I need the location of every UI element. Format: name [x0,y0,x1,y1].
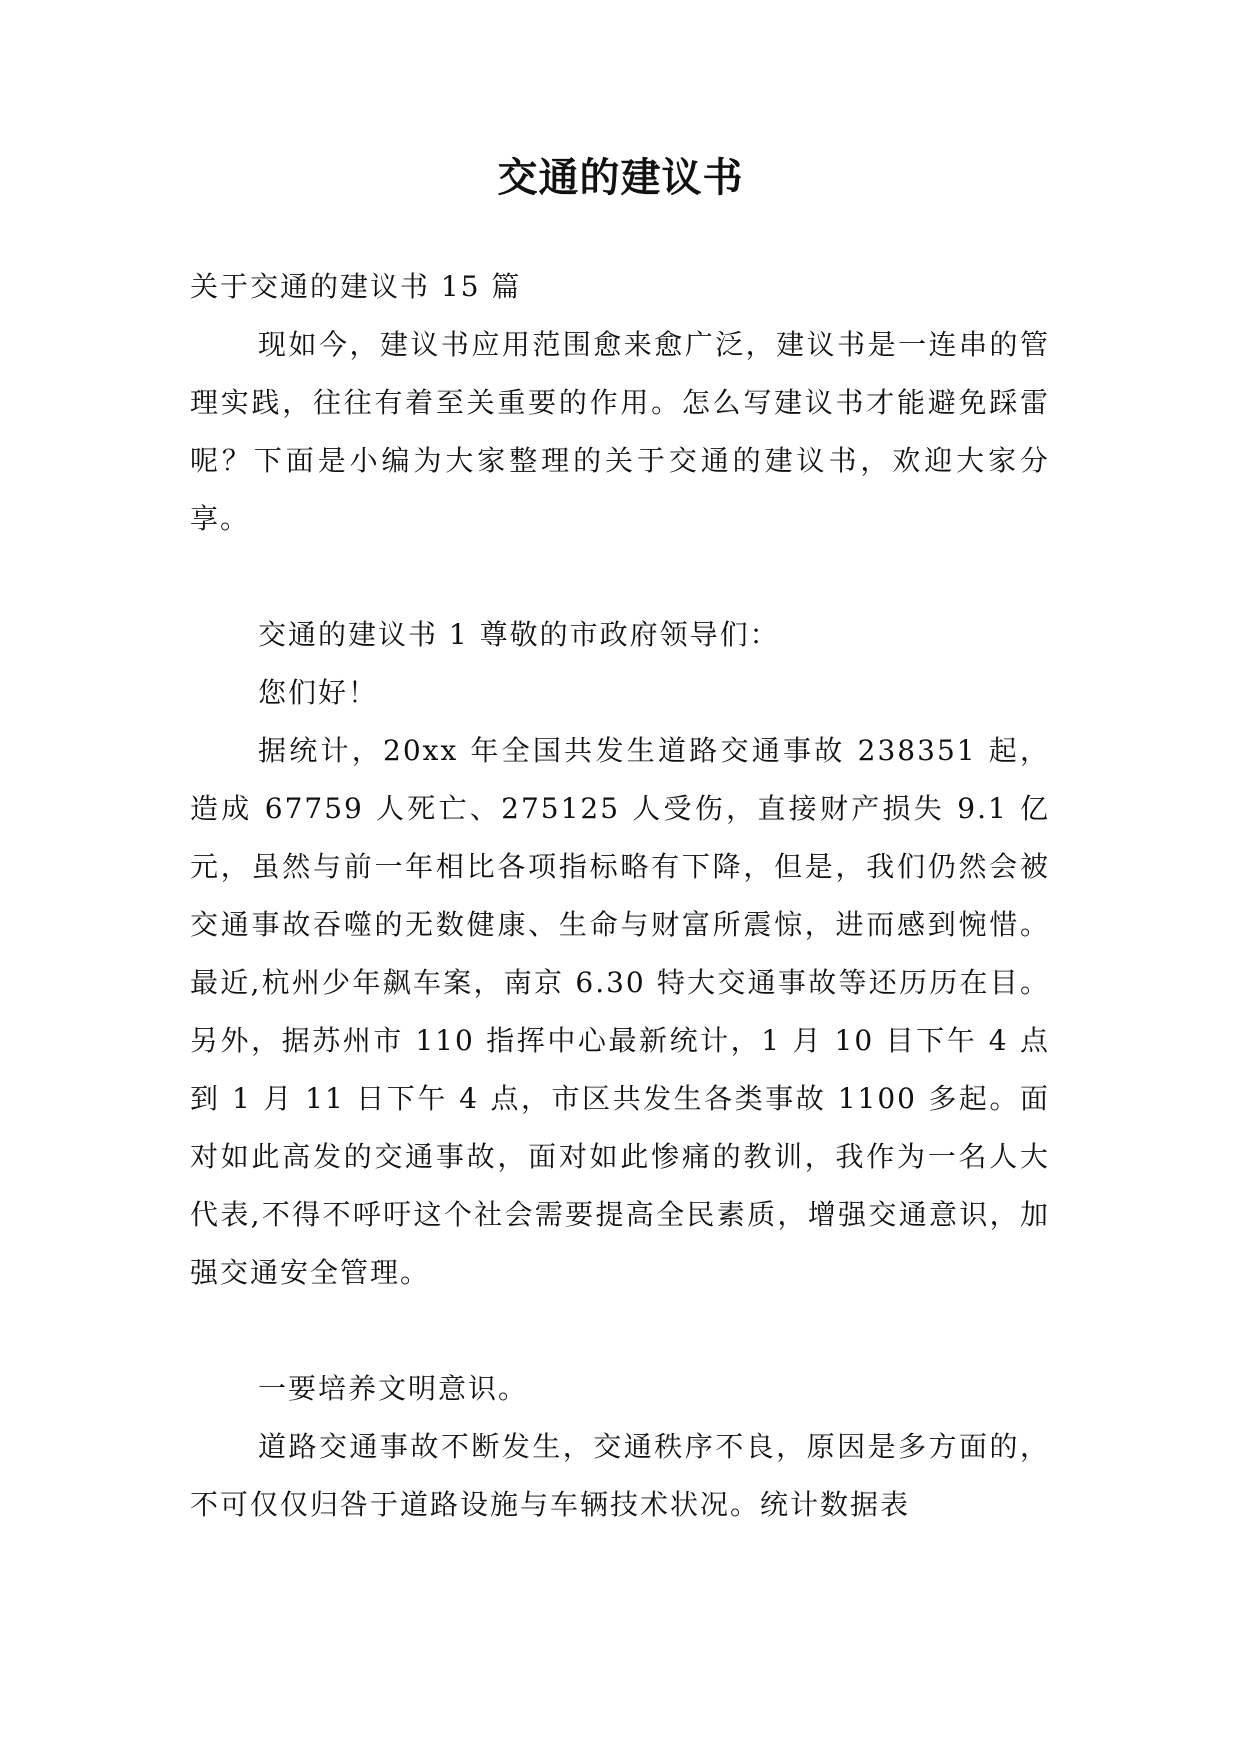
paragraph-spacer [190,1302,1050,1360]
point-one-paragraph: 道路交通事故不断发生，交通秩序不良，原因是多方面的，不可仅仅归咎于道路设施与车辆技术状况。统计数据表 [190,1430,1050,1521]
paragraph-spacer [190,548,1050,606]
intro-paragraph: 现如今，建议书应用范围愈来愈广泛，建议书是一连串的管理实践，往往有着至关重要的作用。怎么写建议书才能避免踩雷呢？下面是小编为大家整理的关于交通的建议书，欢迎大家分享。 [190,328,1050,535]
greeting: 您们好！ [258,676,379,709]
letter-heading: 交通的建议书 1 尊敬的市政府领导们： [258,618,780,651]
document-subtitle: 关于交通的建议书 15 篇 [190,270,522,303]
point-one-heading: 一要培养文明意识。 [258,1372,529,1405]
document-title: 交通的建议书 [497,155,744,201]
stats-paragraph: 据统计，20xx 年全国共发生道路交通事故 238351 起，造成 67759 人死亡、275125 人受伤，直接财产损失 9.1 亿元，虽然与前一年相比各项指标略有下降，但是，我们仍然会被交通事故吞噬的无数健康、生命与财富所震惊，进而感到惋惜。最近,杭州少年飙车案，南京 6.30 特大交通事故等还历历在目。另外，据苏州市 110 指挥中心最新统计，1 月 10 目下午 4 点到 1 月 11 日下午 4 点，市区共发生各类事故 1100 多起。面对如此高发的交通事故，面对如此惨痛的教训，我作为一名人大代表,不得不呼吁这个社会需要提高全民素质，增强交通意识，加强交通安全管理。 [190,734,1050,1289]
document-body [190,258,1050,1534]
